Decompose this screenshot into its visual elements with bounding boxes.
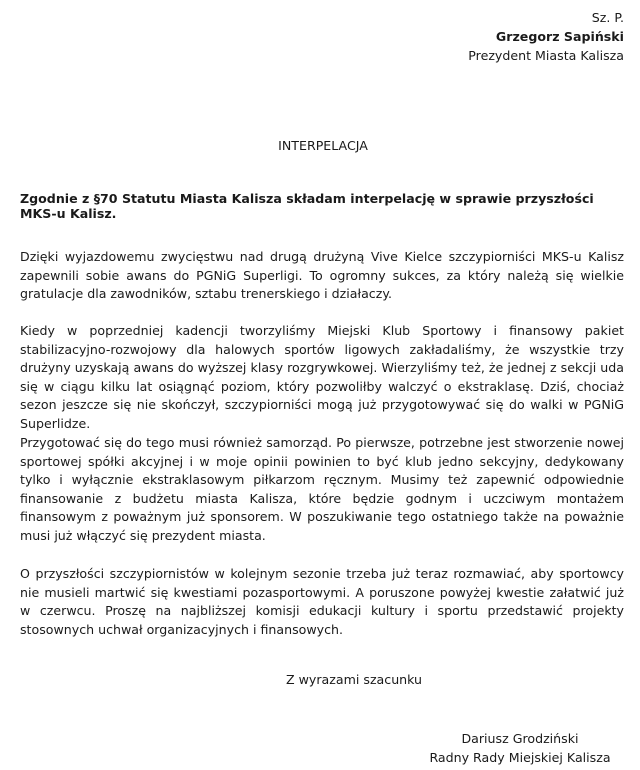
recipient-name: Grzegorz Sapiński — [495, 29, 624, 44]
signature-role: Radny Rady Miejskiej Kalisza — [429, 750, 611, 765]
paragraph-1: Dzięki wyjazdowemu zwycięstwu nad drugą drużyną Vive Kielce szczypiorniści MKS-u Kalisz zapewnili sobie awans do PGNiG Superligi. To ogromny sukces, za który należą się wielkie gratulacje dla zawodników, sztabu trenerskiego i działaczy. — [20, 249, 624, 302]
lead-sentence: Zgodnie z §70 Statutu Miasta Kalisza składam interpelację w sprawie przyszłości MKS-u Kalisz. — [20, 191, 594, 221]
recipient-salutation: Sz. P. — [591, 10, 624, 25]
closing-phrase: Z wyrazami szacunku — [286, 672, 423, 687]
paragraph-3: Przygotować się do tego musi również samorząd. Po pierwsze, potrzebne jest stworzenie nowej sportowej spółki akcyjnej i w moje opinii powinien to być klub jedno sekcyjny, dedykowany tylko i wyłącznie ekstraklasowym piłkarzom ręcznym. Musimy też zapewnić odpowiednie finansowanie z budżetu miasta Kalisza, które będzie godnym i uczciwym montażem finansowym z poważnym już sponsorem. W poszukiwanie tego ostatniego także na poważnie musi już włączyć się prezydent miasta. — [20, 435, 624, 543]
paragraph-2: Kiedy w poprzedniej kadencji tworzyliśmy Miejski Klub Sportowy i finansowy pakiet stabilizacyjno-rozwojowy dla halowych sportów ligowych zakładaliśmy, że wszystkie trzy drużyny uzyskają awans do wyższej klasy rozgrywkowej. Wierzyliśmy też, że jednej z sekcji uda się w ciągu kilku lat osiągnąć poziom, który pozwoliłby walczyć o ekstraklasę. Dziś, chociaż sezon jeszcze się nie skończył, szczypiorniści mogą już przygotowywać się do walki w PGNiG Superlidze. — [20, 323, 624, 431]
recipient-block — [468, 8, 624, 65]
recipient-role: Prezydent Miasta Kalisza — [468, 48, 624, 63]
paragraph-4: O przyszłości szczypiornistów w kolejnym sezonie trzeba już teraz rozmawiać, aby sportowcy nie musieli martwić się kwestiami pozasportowymi. A poruszone powyżej kwestie załatwić już w czerwcu. Proszę na najbliższej komisji edukacji kultury i sportu przedstawić projekty stosownych uchwał organizacyjnych i finansowych. — [20, 566, 624, 637]
document-title: INTERPELACJA — [278, 138, 368, 153]
signature-name: Dariusz Grodziński — [461, 731, 579, 746]
